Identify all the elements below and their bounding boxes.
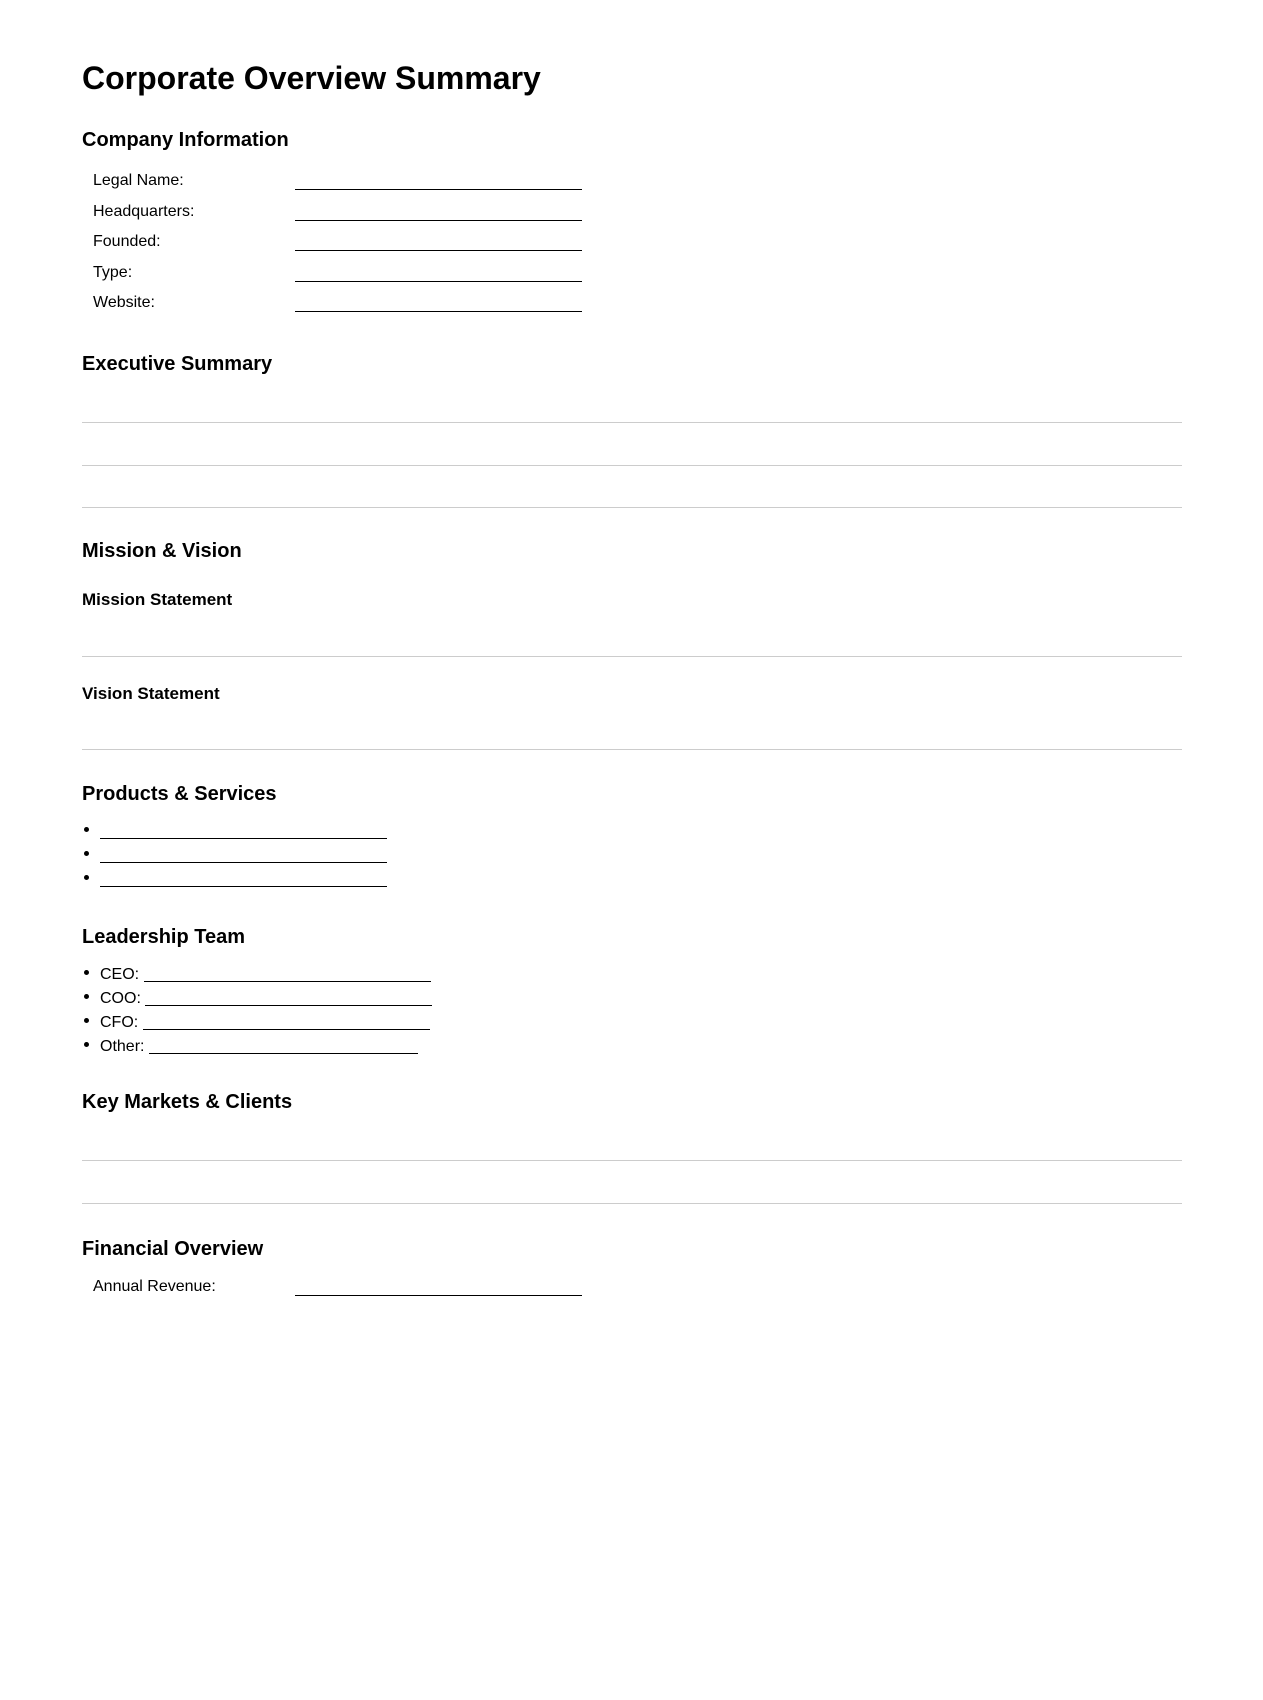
field-label-type: Type:	[93, 264, 133, 281]
page-title: Corporate Overview Summary	[82, 60, 541, 96]
bullet-icon	[84, 970, 89, 975]
legal-name-field[interactable]	[295, 173, 582, 190]
product-list-item	[82, 842, 387, 868]
bullet-icon	[84, 875, 89, 880]
section-heading-financial-overview: Financial Overview	[82, 1238, 264, 1260]
bullet-icon	[84, 1042, 89, 1047]
section-heading-key-markets-clients: Key Markets & Clients	[82, 1091, 293, 1113]
leader-label-ceo: CEO:	[100, 966, 140, 983]
product-list-item	[82, 818, 387, 844]
product-field-1[interactable]	[100, 821, 387, 839]
leadership-list-item	[82, 1033, 418, 1059]
field-label-annual-revenue: Annual Revenue:	[93, 1278, 216, 1295]
vision-statement-line[interactable]	[82, 749, 1182, 750]
mission-statement-line[interactable]	[82, 656, 1182, 657]
product-field-2[interactable]	[100, 845, 387, 863]
key-markets-line-2[interactable]	[82, 1203, 1182, 1204]
bullet-icon	[84, 1018, 89, 1023]
field-label-founded: Founded:	[93, 233, 161, 250]
leadership-list-item	[82, 1009, 430, 1035]
field-label-legal-name: Legal Name:	[93, 172, 184, 189]
field-label-headquarters: Headquarters:	[93, 203, 195, 220]
executive-summary-line-1[interactable]	[82, 422, 1182, 423]
coo-field[interactable]	[145, 988, 432, 1006]
key-markets-line-1[interactable]	[82, 1160, 1182, 1161]
section-heading-leadership-team: Leadership Team	[82, 926, 246, 948]
executive-summary-line-2[interactable]	[82, 465, 1182, 466]
section-heading-executive-summary: Executive Summary	[82, 353, 273, 375]
leader-label-other: Other:	[100, 1038, 145, 1055]
leadership-list-item	[82, 961, 431, 987]
section-heading-mission-vision: Mission & Vision	[82, 540, 242, 562]
cfo-field[interactable]	[143, 1012, 430, 1030]
subheading-vision-statement: Vision Statement	[82, 684, 220, 703]
leadership-list-item	[82, 985, 432, 1011]
bullet-icon	[84, 851, 89, 856]
ceo-field[interactable]	[144, 964, 431, 982]
subheading-mission-statement: Mission Statement	[82, 590, 233, 609]
founded-field[interactable]	[295, 234, 582, 251]
section-heading-company-information: Company Information	[82, 129, 289, 151]
bullet-icon	[84, 994, 89, 999]
type-field[interactable]	[295, 265, 582, 282]
annual-revenue-field[interactable]	[295, 1279, 582, 1296]
field-label-website: Website:	[93, 294, 155, 311]
headquarters-field[interactable]	[295, 204, 582, 221]
bullet-icon	[84, 827, 89, 832]
executive-summary-line-3[interactable]	[82, 507, 1182, 508]
leader-label-cfo: CFO:	[100, 1014, 139, 1031]
other-leader-field[interactable]	[149, 1036, 418, 1054]
leader-label-coo: COO:	[100, 990, 141, 1007]
product-list-item	[82, 866, 387, 892]
product-field-3[interactable]	[100, 869, 387, 887]
section-heading-products-services: Products & Services	[82, 783, 277, 805]
website-field[interactable]	[295, 295, 582, 312]
